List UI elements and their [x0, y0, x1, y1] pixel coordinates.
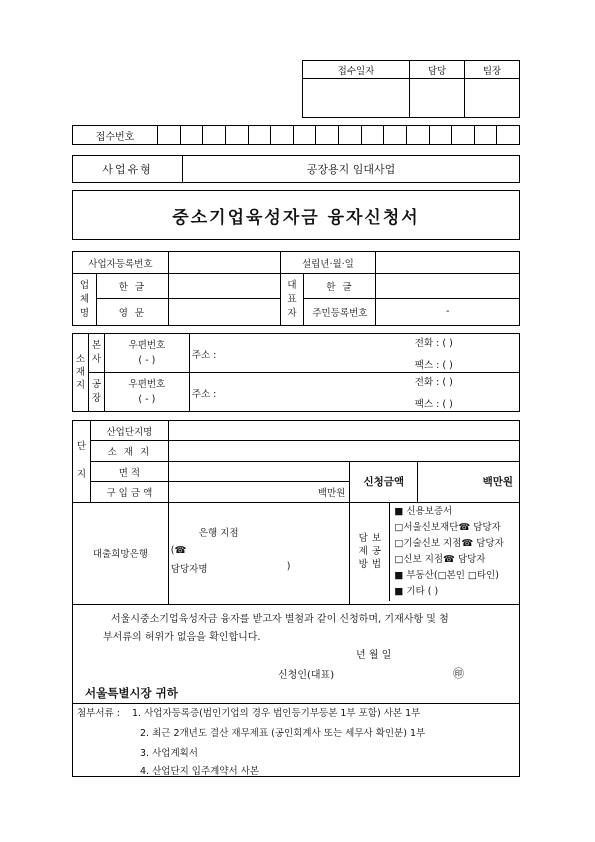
- complex-location-label: 소 재 지: [90, 441, 168, 461]
- attachments-label: 첨부서류 :: [77, 708, 120, 719]
- approval-cell-date[interactable]: [303, 79, 410, 118]
- location-section: [72, 333, 520, 412]
- receipt-digit[interactable]: [248, 126, 271, 145]
- hq-postal[interactable]: 우편번호 ( - ): [104, 334, 189, 373]
- rep-group-label: 대 표 자: [280, 274, 304, 326]
- seal-mark: ㊞: [453, 667, 464, 680]
- complex-price-label: 구 입 금 액: [90, 482, 168, 502]
- bank-cell[interactable]: [168, 502, 350, 604]
- resident-no-field[interactable]: -: [376, 298, 520, 325]
- receipt-digit[interactable]: [271, 126, 294, 145]
- business-type-value: 공장용지 임대사업: [183, 156, 520, 183]
- request-amount-field[interactable]: 백만원: [418, 461, 520, 502]
- receipt-digit[interactable]: [429, 126, 452, 145]
- complex-location-field[interactable]: [168, 441, 519, 461]
- hq-phone-label: 전화 : ( ): [414, 338, 453, 349]
- hq-fax-label: 팩스 : ( ): [414, 360, 453, 371]
- collateral-options: [394, 504, 503, 600]
- collateral-option-tech-fund[interactable]: □기술신보 지점☎ 담당자: [394, 537, 504, 549]
- collateral-option-credit-fund[interactable]: □신보 지점☎ 담당자: [394, 553, 486, 565]
- location-group-label: 소 재 지: [73, 334, 89, 412]
- attachment-item: 2. 최근 2개년도 결산 재무제표 (공인회계사 또는 세무사 확인분) 1부: [140, 728, 426, 739]
- reg-no-label: 사업자등록번호: [73, 252, 169, 274]
- receipt-digit[interactable]: [158, 126, 181, 145]
- form-title: 중소기업육성자금 융자신청서: [72, 190, 520, 240]
- declaration-text-1: 서울시중소기업육성자금 융자를 받고자 별첨과 같이 신청하며, 기재사항 및 첨: [111, 614, 449, 625]
- bank-branch-label: 은행 지점: [198, 527, 239, 539]
- bank-phone-label: (☎: [170, 544, 187, 556]
- declaration-section: [72, 605, 520, 777]
- est-date-label: 설립년·월·일: [280, 252, 376, 274]
- bank-label: 대출희망은행: [73, 502, 169, 604]
- factory-label: 공 장: [88, 373, 104, 412]
- collateral-option-real-estate[interactable]: ■ 부동산(□본인 □타인): [394, 569, 499, 581]
- receipt-digit[interactable]: [180, 126, 203, 145]
- attachments-divider: [73, 703, 519, 704]
- approval-cell-staff[interactable]: [410, 79, 465, 118]
- factory-phone-label: 전화 : ( ): [414, 377, 453, 388]
- approval-cell-lead[interactable]: [465, 79, 520, 118]
- reg-no-field[interactable]: [168, 252, 280, 274]
- factory-postal[interactable]: 우편번호 ( - ): [104, 373, 189, 412]
- attachment-item: 4. 산업단지 입주계약서 사본: [140, 766, 260, 777]
- hq-label: 본 사: [88, 334, 104, 373]
- factory-address-label: 주소 :: [191, 389, 217, 400]
- receipt-digit[interactable]: [452, 126, 475, 145]
- complex-name-label: 산업단지명: [90, 421, 168, 441]
- declaration-text-2: 부서류의 허위가 없음을 확인합니다.: [103, 632, 261, 643]
- receipt-digit[interactable]: [406, 126, 429, 145]
- declaration-date[interactable]: 년 월 일: [356, 650, 392, 661]
- addressee: 서울특별시장 귀하: [85, 686, 178, 700]
- approval-header-staff: 담당: [410, 61, 465, 79]
- business-type-label: 사업유형: [73, 156, 183, 183]
- est-date-field[interactable]: [376, 252, 520, 274]
- factory-address-cell[interactable]: [189, 373, 519, 412]
- receipt-number-row: [72, 125, 520, 145]
- complex-group-label: 단 지: [73, 421, 91, 503]
- hq-address-cell[interactable]: [189, 334, 519, 373]
- complex-section: [72, 420, 520, 605]
- collateral-label: 담 보 제 공 방 법: [350, 503, 390, 601]
- collateral-option-other[interactable]: ■ 기타 ( ): [394, 585, 439, 597]
- complex-price-field[interactable]: 백만원: [168, 482, 350, 502]
- receipt-digit[interactable]: [293, 126, 316, 145]
- receipt-digit[interactable]: [339, 126, 362, 145]
- company-english-label: 영 문: [96, 298, 168, 325]
- collateral-option-seoul-fund[interactable]: □서울신보재단☎ 담당자: [394, 521, 501, 533]
- attachment-item: 1. 사업자등록증(법인기업의 경우 법인등기부등본 1부 포함) 사본 1부: [132, 708, 421, 719]
- complex-area-field[interactable]: [168, 461, 350, 481]
- company-section: [72, 251, 520, 326]
- rep-korean-field[interactable]: [376, 274, 520, 298]
- bank-manager-label: 담당자명: [170, 563, 208, 575]
- attachment-item: 3. 사업계획서: [140, 748, 198, 759]
- collateral-option-credit-guarantee[interactable]: ■ 신용보증서: [394, 505, 453, 517]
- company-korean-label: 한 글: [96, 274, 168, 298]
- receipt-digit[interactable]: [203, 126, 226, 145]
- receipt-digit[interactable]: [474, 126, 497, 145]
- receipt-digit[interactable]: [497, 126, 520, 145]
- receipt-number-label: 접수번호: [73, 126, 158, 145]
- receipt-digit[interactable]: [384, 126, 407, 145]
- receipt-digit[interactable]: [225, 126, 248, 145]
- approval-header-lead: 팀장: [465, 61, 520, 79]
- applicant-label: 신청인(대표): [278, 670, 335, 681]
- receipt-digit[interactable]: [316, 126, 339, 145]
- resident-no-label: 주민등록번호: [304, 298, 376, 325]
- complex-name-field[interactable]: [168, 421, 519, 441]
- approval-header-date: 접수일자: [303, 61, 410, 79]
- rep-korean-label: 한 글: [304, 274, 376, 298]
- business-type-row: [72, 155, 520, 183]
- collateral-cell[interactable]: [350, 502, 520, 604]
- company-english-field[interactable]: [168, 298, 280, 325]
- request-amount-label: 신청금액: [350, 461, 418, 502]
- receipt-digit[interactable]: [361, 126, 384, 145]
- complex-area-label: 면 적: [90, 461, 168, 481]
- company-name-group-label: 업 체 명: [73, 274, 97, 326]
- factory-fax-label: 팩스 : ( ): [414, 399, 453, 410]
- hq-address-label: 주소 :: [191, 350, 217, 361]
- approval-table: [302, 60, 520, 118]
- bank-close-paren: ): [286, 560, 291, 572]
- company-korean-field[interactable]: [168, 274, 280, 298]
